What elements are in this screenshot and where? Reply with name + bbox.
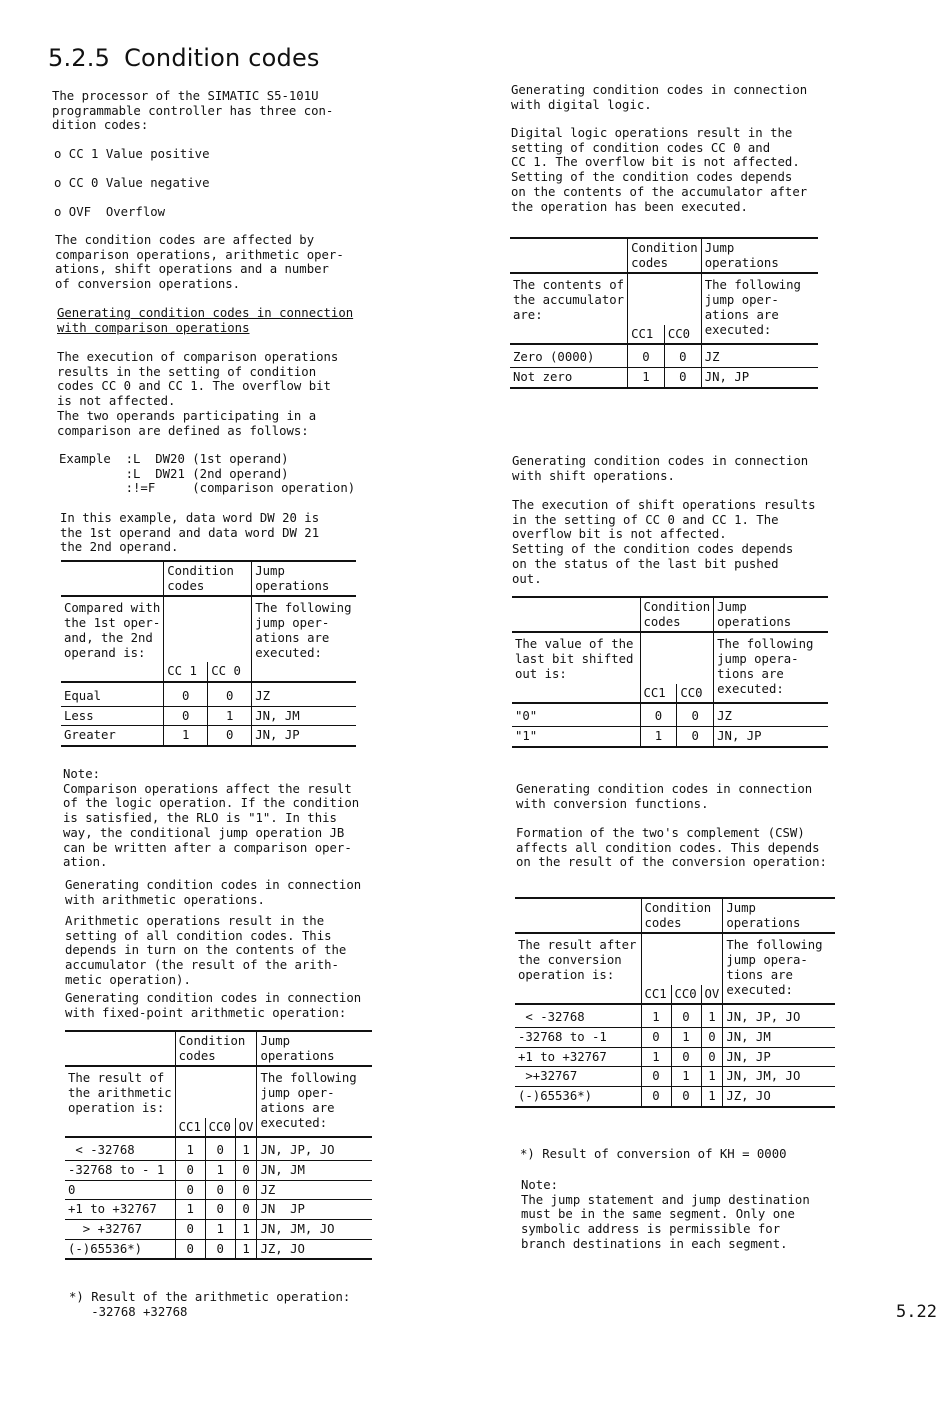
row-cc0: 0	[671, 1004, 701, 1027]
table-header-left: The result of the arithmetic operation is:	[65, 1066, 175, 1117]
table-header-jump-desc: The following jump opera- tions are executed:	[723, 933, 835, 1004]
arith-paragraph: Arithmetic operations result in the setting of all condition codes. This depends in turn on the contents of the accumulator (the result of the arith- metic operation).	[65, 914, 347, 987]
table-row	[515, 1067, 835, 1087]
table-header-jump: Jump operations	[257, 1031, 372, 1066]
table-header-cc1: CC1	[628, 325, 665, 345]
shift-paragraph: The execution of shift operations results in the setting of CC 0 and CC 1. The overflow bit is not affected. Setting of the condition codes depends on the status of the last bit pushed out.	[512, 498, 816, 586]
table-header-jump-desc: The following jump oper- ations are executed:	[701, 273, 818, 344]
row-label: >+32767	[515, 1067, 641, 1087]
row-label: "0"	[512, 703, 640, 726]
table-header-condition: Condition codes	[640, 597, 714, 632]
table-header-left: The result after the conversion operation is:	[515, 933, 641, 984]
digital-heading: Generating condition codes in connection with digital logic.	[511, 83, 808, 112]
table-header-cc1: CC 1	[164, 662, 208, 682]
shift-heading: Generating condition codes in connection with shift operations.	[512, 454, 809, 483]
table-row	[512, 726, 828, 746]
row-cc0: 0	[205, 1239, 235, 1259]
row-jump: JN, JM	[257, 1160, 372, 1180]
row-label: Zero (0000)	[510, 344, 628, 367]
table-header-condition: Condition codes	[641, 898, 723, 933]
row-cc1: 0	[175, 1239, 205, 1259]
row-ov: 0	[701, 1047, 723, 1067]
table-row	[510, 344, 818, 367]
table-header-ov: OV	[701, 985, 723, 1005]
row-cc1: 0	[641, 1027, 671, 1047]
row-cc0: 0	[664, 367, 701, 387]
row-cc0: 0	[671, 1087, 701, 1107]
row-label: > +32767	[65, 1220, 175, 1240]
row-jump: JZ, JO	[257, 1239, 372, 1259]
row-ov: 1	[701, 1067, 723, 1087]
example-code: Example :L DW20 (1st operand) :L DW21 (2nd operand) :!=F (comparison operation)	[59, 452, 356, 496]
table-header-condition: Condition codes	[628, 238, 702, 273]
row-jump: JN, JP	[723, 1047, 835, 1067]
row-label: Equal	[61, 682, 164, 706]
table-cell	[510, 325, 628, 345]
section-number: 5.2.5	[48, 44, 111, 72]
row-cc1: 0	[628, 344, 665, 367]
row-cc1: 0	[175, 1180, 205, 1200]
table-header-cc1: CC1	[640, 684, 677, 704]
row-jump: JN, JM, JO	[723, 1067, 835, 1087]
row-cc0: 0	[671, 1047, 701, 1067]
table-header-ov: OV	[235, 1118, 257, 1138]
section-heading: Condition codes	[124, 44, 320, 72]
row-label: 0	[65, 1180, 175, 1200]
affected-paragraph: The condition codes are affected by comparison operations, arithmetic oper- ations, shift operations and a number of conversion operations.	[55, 233, 344, 292]
row-jump: JN JP	[257, 1200, 372, 1220]
row-cc1: 0	[640, 703, 677, 726]
table-cell	[61, 561, 164, 596]
code-item-cc0: o CC 0 Value negative	[54, 176, 210, 190]
row-cc1: 1	[641, 1004, 671, 1027]
row-cc0: 1	[671, 1067, 701, 1087]
table-header-cc0: CC0	[664, 325, 701, 345]
intro-paragraph: The processor of the SIMATIC S5-101U programmable controller has three con- dition codes:	[52, 89, 334, 133]
conversion-table	[515, 897, 835, 1108]
row-label: (-)65536*)	[515, 1087, 641, 1107]
row-cc0: 1	[671, 1027, 701, 1047]
row-label: (-)65536*)	[65, 1239, 175, 1259]
row-ov: 0	[235, 1180, 257, 1200]
table-cell	[628, 273, 702, 324]
row-label: Greater	[61, 726, 164, 746]
table-header-condition: Condition codes	[164, 561, 252, 596]
row-cc0: 0	[205, 1200, 235, 1220]
row-ov: 1	[701, 1087, 723, 1107]
table-row	[65, 1239, 372, 1259]
row-cc0: 0	[677, 726, 714, 746]
table-header-jump-desc: The following jump opera- tions are executed:	[714, 632, 828, 703]
row-jump: JN, JP	[252, 726, 356, 746]
row-cc0: 0	[205, 1137, 235, 1160]
row-cc1: 1	[640, 726, 677, 746]
table-header-jump: Jump operations	[714, 597, 828, 632]
row-jump: JZ, JO	[723, 1087, 835, 1107]
row-cc1: 1	[641, 1047, 671, 1067]
row-jump: JN, JM, JO	[257, 1220, 372, 1240]
row-cc1: 0	[641, 1067, 671, 1087]
table-cell	[65, 1031, 175, 1066]
table-header-jump: Jump operations	[252, 561, 356, 596]
row-ov: 0	[235, 1200, 257, 1220]
table-cell	[512, 597, 640, 632]
row-jump: JZ	[701, 344, 818, 367]
note-paragraph: Note: Comparison operations affect the result of the logic operation. If the condition is satisfied, the RLO is "1". In this way, the conditional jump operation JB can be written after a comparison oper- ation.	[63, 767, 360, 870]
row-cc1: 0	[175, 1220, 205, 1240]
row-jump: JN, JP, JO	[723, 1004, 835, 1027]
row-cc1: 1	[175, 1200, 205, 1220]
row-label: Not zero	[510, 367, 628, 387]
row-jump: JN, JM	[252, 706, 356, 726]
row-label: < -32768	[515, 1004, 641, 1027]
table-row	[515, 1047, 835, 1067]
row-label: -32768 to - 1	[65, 1160, 175, 1180]
row-cc0: 1	[205, 1220, 235, 1240]
table-cell	[512, 684, 640, 704]
row-cc1: 0	[175, 1160, 205, 1180]
row-cc0: 1	[208, 706, 252, 726]
comparison-table	[61, 560, 356, 747]
table-row	[61, 682, 356, 706]
row-cc1: 0	[164, 682, 208, 706]
table-header-cc0: CC0	[671, 985, 701, 1005]
digital-paragraph: Digital logic operations result in the setting of condition codes CC 0 and CC 1. The overflow bit is not affected. Setting of the condition codes depends on the contents of the accumulator after the operation has been executed.	[511, 126, 808, 214]
table-row	[65, 1137, 372, 1160]
row-jump: JZ	[714, 703, 828, 726]
table-header-condition: Condition codes	[175, 1031, 257, 1066]
table-row	[65, 1200, 372, 1220]
row-jump: JZ	[257, 1180, 372, 1200]
shift-table	[512, 596, 828, 748]
table-header-left: Compared with the 1st oper- and, the 2nd operand is:	[61, 596, 164, 662]
row-cc1: 1	[175, 1137, 205, 1160]
table-row	[512, 703, 828, 726]
row-cc1: 1	[164, 726, 208, 746]
row-cc0: 1	[205, 1160, 235, 1180]
table-header-cc0: CC 0	[208, 662, 252, 682]
table-cell	[641, 933, 723, 984]
row-label: +1 to +32767	[515, 1047, 641, 1067]
arith-heading: Generating condition codes in connection with arithmetic operations.	[65, 878, 362, 907]
row-jump: JN, JP	[701, 367, 818, 387]
row-label: +1 to +32767	[65, 1200, 175, 1220]
table-cell	[61, 662, 164, 682]
table-header-jump: Jump operations	[723, 898, 835, 933]
conversion-heading: Generating condition codes in connection with conversion functions.	[516, 782, 813, 811]
example-paragraph: In this example, data word DW 20 is the 1st operand and data word DW 21 the 2nd operand.	[60, 511, 320, 555]
table-header-cc1: CC1	[641, 985, 671, 1005]
row-cc1: 0	[164, 706, 208, 726]
page-number: 5.22	[896, 1302, 937, 1322]
row-ov: 0	[235, 1160, 257, 1180]
code-item-cc1: o CC 1 Value positive	[54, 147, 210, 161]
table-cell	[515, 985, 641, 1005]
code-item-ovf: o OVF Overflow	[54, 205, 166, 219]
table-row	[515, 1087, 835, 1107]
table-header-left: The contents of the accumulator are:	[510, 273, 628, 324]
table-cell	[65, 1118, 175, 1138]
row-jump: JN, JM	[723, 1027, 835, 1047]
table-header-jump-desc: The following jump oper- ations are executed:	[252, 596, 356, 682]
row-jump: JN, JP, JO	[257, 1137, 372, 1160]
row-cc1: 0	[641, 1087, 671, 1107]
row-ov: 1	[235, 1239, 257, 1259]
row-ov: 1	[235, 1220, 257, 1240]
arithmetic-table	[65, 1030, 372, 1260]
digital-table	[510, 237, 818, 389]
table-cell	[640, 632, 714, 683]
comparison-paragraph: The execution of comparison operations results in the setting of condition codes CC 0 and CC 1. The overflow bit is not affected. The two operands participating in a comparison are defined as follows:	[57, 350, 339, 438]
table-row	[61, 706, 356, 726]
row-jump: JZ	[252, 682, 356, 706]
row-label: -32768 to -1	[515, 1027, 641, 1047]
table-row	[65, 1160, 372, 1180]
row-cc1: 1	[628, 367, 665, 387]
table-header-jump: Jump operations	[701, 238, 818, 273]
row-jump: JN, JP	[714, 726, 828, 746]
table-header-cc0: CC0	[205, 1118, 235, 1138]
table-cell	[175, 1066, 257, 1117]
table-row	[65, 1180, 372, 1200]
row-label: Less	[61, 706, 164, 726]
arith-footnote: *) Result of the arithmetic operation: -32768 +32768	[69, 1290, 351, 1319]
table-row	[515, 1004, 835, 1027]
conversion-footnote: *) Result of conversion of KH = 0000	[520, 1147, 787, 1161]
table-row	[510, 367, 818, 387]
fixed-point-heading: Generating condition codes in connection with fixed-point arithmetic operation:	[65, 991, 362, 1020]
table-row	[515, 1027, 835, 1047]
comparison-heading: Generating condition codes in connection with comparison operations	[57, 306, 354, 335]
section-title	[48, 44, 320, 72]
table-header-cc1: CC1	[175, 1118, 205, 1138]
table-cell	[515, 898, 641, 933]
row-cc0: 0	[208, 682, 252, 706]
table-row	[61, 726, 356, 746]
jump-note: Note: The jump statement and jump destination must be in the same segment. Only one symbolic address is permissible for branch destinations in each segment.	[521, 1178, 810, 1251]
row-cc0: 0	[208, 726, 252, 746]
table-cell	[510, 238, 628, 273]
table-header-jump-desc: The following jump oper- ations are executed:	[257, 1066, 372, 1137]
table-cell	[164, 596, 252, 662]
table-header-left: The value of the last bit shifted out is:	[512, 632, 640, 683]
table-row	[65, 1220, 372, 1240]
row-cc0: 0	[664, 344, 701, 367]
conversion-paragraph: Formation of the two's complement (CSW) affects all condition codes. This depends on the result of the conversion operation:	[516, 826, 827, 870]
row-label: < -32768	[65, 1137, 175, 1160]
table-header-cc0: CC0	[677, 684, 714, 704]
row-ov: 1	[701, 1004, 723, 1027]
row-ov: 1	[235, 1137, 257, 1160]
row-ov: 0	[701, 1027, 723, 1047]
row-cc0: 0	[677, 703, 714, 726]
row-label: "1"	[512, 726, 640, 746]
row-cc0: 0	[205, 1180, 235, 1200]
